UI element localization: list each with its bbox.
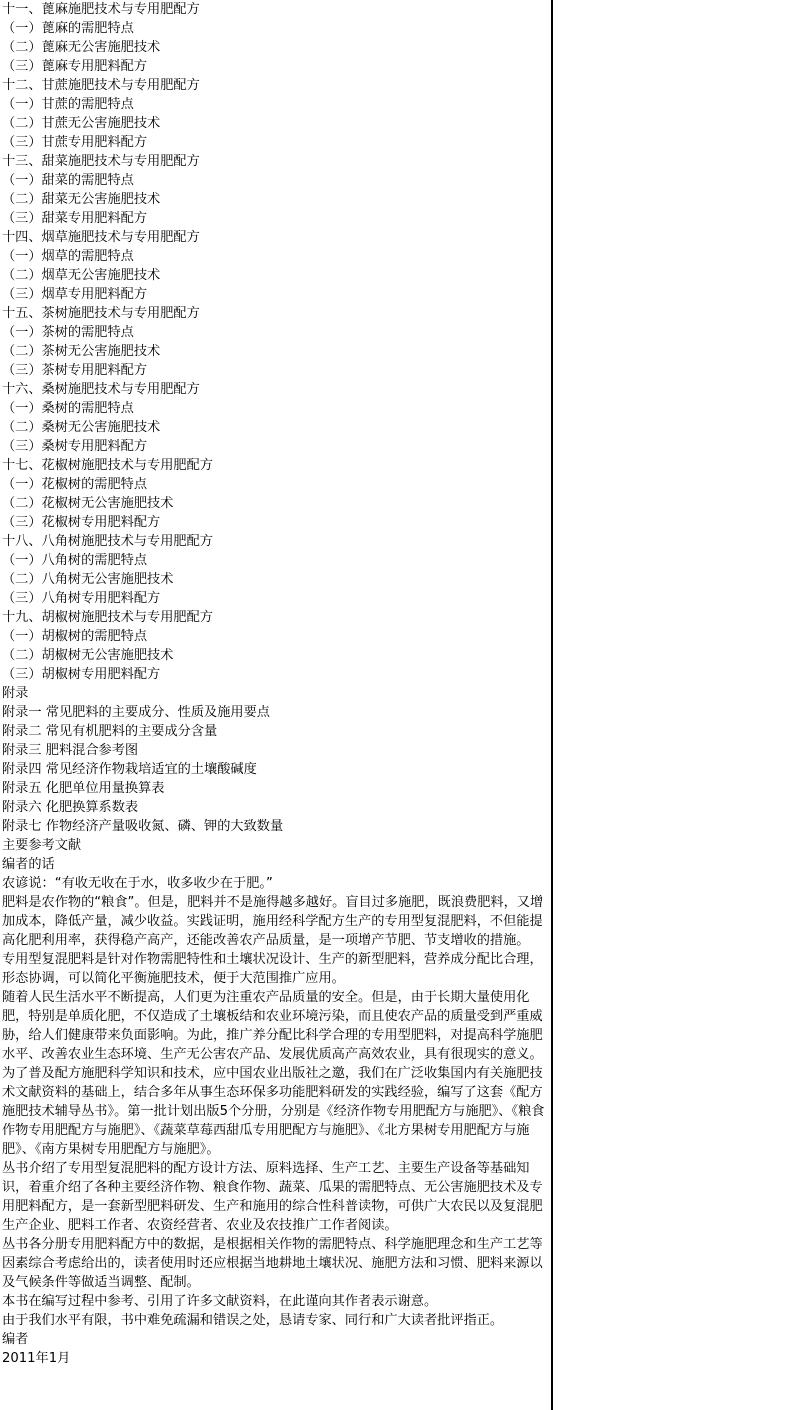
toc-line: （二）甘蔗无公害施肥技术 [2,116,161,131]
toc-line: 十三、甜菜施肥技术与专用肥配方 [2,154,200,169]
paragraph: 农谚说：“有收无收在于水，收多收少在于肥。” [2,876,273,891]
toc-line: （一）茶树的需肥特点 [2,325,134,340]
toc-line: （二）桑树无公害施肥技术 [2,420,161,435]
toc-line: （二）甜菜无公害施肥技术 [2,192,161,207]
paragraph: 随着人民生活水平不断提高，人们更为注重农产品质量的安全。但是，由于长期大量使用化肥，特别是单质化肥，不仅造成了土壤板结和农业环境污染，而且使农产品的质量受到严重威胁，给人们健康带来负面影响。为此，推广养分配比科学合理的专用型肥料，对提高科学施肥水平、改善农业生态环境、生产无公害农产品、发展优质高产高效农业，具有很现实的意义。 [2,990,543,1062]
toc-line: （三）甘蔗专用肥料配方 [2,135,148,150]
paragraph: 肥料是农作物的“粮食”。但是，肥料并不是施得越多越好。盲目过多施肥，既浪费肥料，又增加成本，降低产量，减少收益。实践证明，施用经科学配方生产的专用型复混肥料，不但能提高化肥利用率，获得稳产高产，还能改善农产品质量，是一项增产节肥、节支增收的措施。 [2,895,544,948]
toc-line: （一）蓖麻的需肥特点 [2,21,134,36]
toc-line: 附录二 常见有机肥料的主要成分含量 [2,724,218,739]
toc-line: 附录一 常见肥料的主要成分、性质及施用要点 [2,705,270,720]
toc-line: （三）甜菜专用肥料配方 [2,211,148,226]
toc-line: （一）甘蔗的需肥特点 [2,97,134,112]
toc-line: （二）花椒树无公害施肥技术 [2,496,174,511]
paragraph: 为了普及配方施肥科学知识和技术，应中国农业出版社之邀，我们在广泛收集国内有关施肥技术文献资料的基础上，结合多年从事生态环保多功能肥料研发的实践经验，编写了这套《配方施肥技术辅导丛书》。第一批计划出版5个分册，分别是《经济作物专用肥配方与施肥》、《粮食作物专用肥配方与施肥》、《蔬菜草莓西甜瓜专用肥配方与施肥》、《北方果树专用肥配方与施肥》、《南方果树专用肥配方与施肥》。 [2,1066,545,1157]
toc-line: （一）八角树的需肥特点 [2,553,148,568]
toc-line: （二）蓖麻无公害施肥技术 [2,40,161,55]
toc-line: 附录四 常见经济作物栽培适宜的土壤酸碱度 [2,762,257,777]
toc-line: 十一、蓖麻施肥技术与专用肥配方 [2,2,200,17]
toc-line: 十八、八角树施肥技术与专用肥配方 [2,534,213,549]
toc-line: 十六、桑树施肥技术与专用肥配方 [2,382,200,397]
paragraph: 本书在编写过程中参考、引用了许多文献资料，在此谨向其作者表示谢意。 [2,1294,438,1309]
toc-line: （三）蓖麻专用肥料配方 [2,59,148,74]
toc-line: 编者的话 [2,857,55,872]
paragraph: 丛书介绍了专用型复混肥料的配方设计方法、原料选择、生产工艺、主要生产设备等基础知识，着重介绍了各种主要经济作物、粮食作物、蔬菜、瓜果的需肥特点、无公害施肥技术及专用肥料配方，是一套新型肥料研发、生产和施用的综合性科普读物，可供广大农民以及复混肥生产企业、肥料工作者、农资经营者、农业及农技推广工作者阅读。 [2,1161,543,1233]
toc-line: 附录七 作物经济产量吸收氮、磷、钾的大致数量 [2,819,284,834]
toc-line: 十九、胡椒树施肥技术与专用肥配方 [2,610,213,625]
toc-line: （一）烟草的需肥特点 [2,249,134,264]
toc-line: （三）八角树专用肥料配方 [2,591,161,606]
paragraph: 由于我们水平有限，书中难免疏漏和错误之处，恳请专家、同行和广大读者批评指正。 [2,1313,504,1328]
toc-line: （三）烟草专用肥料配方 [2,287,148,302]
toc-line: 附录 [2,686,29,701]
toc-line: （一）胡椒树的需肥特点 [2,629,148,644]
editors-note [2,874,547,1368]
toc-line: 十二、甘蔗施肥技术与专用肥配方 [2,78,200,93]
toc-line: （三）桑树专用肥料配方 [2,439,148,454]
toc-line: （一）甜菜的需肥特点 [2,173,134,188]
toc-line: 附录五 化肥单位用量换算表 [2,781,165,796]
toc-line: 附录三 肥料混合参考图 [2,743,139,758]
editor-signature: 编者 [2,1332,29,1347]
toc-line: （三）胡椒树专用肥料配方 [2,667,161,682]
toc-line: 主要参考文献 [2,838,82,853]
toc-line: （二）茶树无公害施肥技术 [2,344,161,359]
toc-line: 十七、花椒树施肥技术与专用肥配方 [2,458,213,473]
paragraph: 丛书各分册专用肥料配方中的数据，是根据相关作物的需肥特点、科学施肥理念和生产工艺等因素综合考虑给出的，读者使用时还应根据当地耕地土壤状况、施肥方法和习惯、肥料来源以及气候条件等做适当调整、配制。 [2,1237,543,1290]
toc-line: （一）花椒树的需肥特点 [2,477,148,492]
toc-line: 十五、茶树施肥技术与专用肥配方 [2,306,200,321]
toc-line: （三）茶树专用肥料配方 [2,363,148,378]
toc-line: （二）胡椒树无公害施肥技术 [2,648,174,663]
table-of-contents [2,0,547,874]
toc-line: 十四、烟草施肥技术与专用肥配方 [2,230,200,245]
toc-line: （三）花椒树专用肥料配方 [2,515,161,530]
toc-line: （一）桑树的需肥特点 [2,401,134,416]
toc-line: （二）烟草无公害施肥技术 [2,268,161,283]
paragraph: 专用型复混肥料是针对作物需肥特性和土壤状况设计、生产的新型肥料，营养成分配比合理，形态协调，可以简化平衡施肥技术，便于大范围推广应用。 [2,952,543,986]
date-line: 2011年1月 [2,1351,71,1366]
toc-line: 附录六 化肥换算系数表 [2,800,139,815]
toc-line: （二）八角树无公害施肥技术 [2,572,174,587]
